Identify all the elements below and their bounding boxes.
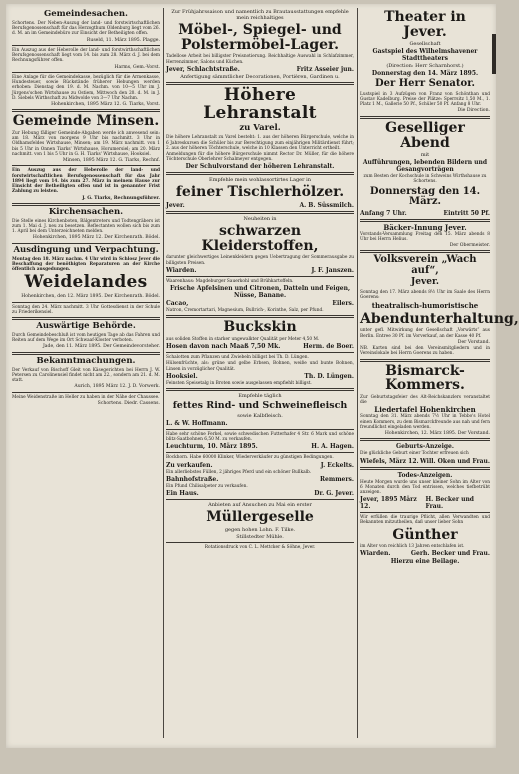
section-heading-minsen: Gemeinde Minsen. xyxy=(12,113,160,130)
divider xyxy=(12,165,160,166)
divider xyxy=(12,317,160,320)
ad-text: Feinsten Speisetalg in Broten sowie ausgelassen empfiehlt billigst. xyxy=(166,380,312,386)
ad-location: Jever, Schlachtstraße. xyxy=(166,65,240,73)
ad-intro: Anbieten auf Ansuchen zu Mai ein erster xyxy=(208,501,312,508)
ad-signature-row xyxy=(166,462,354,469)
ad-heading-geselliger-abend: Geselliger Abend xyxy=(385,119,465,151)
notice-text: Der Verkauf von Bischoff Gleit von Käsegerichten bei Herrn J. W. Petersen zu Carolinensiel findet nicht am 22., sondern am 21. d. M. statt. xyxy=(12,367,160,384)
notice-signature: Hohenkirchen, den 12. März 1895. Der Kirchenrath. Bödel. xyxy=(21,294,160,300)
ad-signature: Der Vorstand. xyxy=(457,339,490,345)
ad-signature-row xyxy=(166,420,354,427)
ad-signature: Der Obermeister. xyxy=(449,243,490,249)
ad-subline: gegen hohen Lohn. F. Tilke. xyxy=(224,526,296,533)
divider xyxy=(12,243,160,244)
notice-signature: Hohenkirchen, 1895 März 12. Der Kirchenrath. Bödel. xyxy=(32,235,160,241)
ad-signature-row xyxy=(166,343,354,350)
ad-text: Sonntag den 17. März abends 8½ Uhr im Saale des Herrn Goerens: xyxy=(360,289,490,301)
ad-intro: Neuheiten in xyxy=(243,216,277,223)
divider xyxy=(12,45,160,46)
ad-text: im Alter von reichlich 13 Jahren entschlafen ist. xyxy=(360,544,465,550)
divider xyxy=(360,438,490,441)
notice-text: Durch Gemeindebeschluß ist vom heutigen Tage ab das Fahren und Reiten auf dem Wege im Ort Schwaaf-Kloster verboten. xyxy=(12,332,160,344)
ad-text: Hülsenfrüchte, als: grüne und gelbe Erbsen, Bohnen, weiße und bunte Bohnen, Linsen in vorzüglicher Qualität. xyxy=(166,361,354,372)
ad-advertiser: H. A. Hagen. xyxy=(311,443,354,451)
ad-heading-moebel: Möbel-, Spiegel- und Polstermöbel-Lager. xyxy=(178,22,342,53)
ad-heading-small: Zu verkaufen. xyxy=(166,461,213,469)
ad-text: Bockhorn. Habe 60000 Klinker, Wiederverkäufer zu günstigen Bedingungen. xyxy=(166,455,334,461)
ad-advertiser: Will. Oken und Frau. xyxy=(420,457,490,465)
ad-advertiser: Th. D. Lüngen. xyxy=(304,372,354,380)
heading-weidelandes: Weidelandes xyxy=(24,272,148,293)
ad-text: Waarenhaus: Magdeburger Sauerkohl und Brühkartoffeln. xyxy=(166,278,294,284)
ad-heading-baecker: Bäcker-Innung Jever. xyxy=(383,222,467,232)
ad-signature-row xyxy=(166,66,354,73)
ad-signature-row xyxy=(166,490,354,497)
divider xyxy=(166,429,354,430)
ad-advertiser: Fritz Asseier jun. xyxy=(296,65,354,73)
ad-product: Cacao, xyxy=(166,300,189,308)
divider xyxy=(166,276,354,277)
ad-start: Anfang 7 Uhr. xyxy=(360,209,407,217)
ad-text: Schalotten zum Pflanzen und Zwiebeln billigst bei Th. D. Lüngen. xyxy=(166,355,309,361)
divider xyxy=(360,467,490,470)
column-rule xyxy=(357,8,358,738)
ad-heading-abendunterhaltung: Abendunterhaltung, xyxy=(360,310,519,327)
divider xyxy=(360,512,490,513)
ad-advertiser: Gerh. Becker und Frau. xyxy=(410,550,490,558)
ad-highlight: Gastspiel des Wilhelmshavener Stadttheaters xyxy=(372,48,478,63)
divider xyxy=(360,250,490,253)
ad-location: Stillstedter Mühle. xyxy=(236,533,284,540)
section-heading-bekanntmachungen: Bekanntmachungen. xyxy=(36,355,136,366)
ad-intro: Empfehle täglich xyxy=(238,392,282,399)
ad-text: Habe sehr schöne Ferkel, sowie schwedischen Futterhafer 4 Str. 6 Mark und schöne blitz-Saatbohnen 6,50 M. zu verkaufen. xyxy=(166,431,354,443)
divider xyxy=(12,352,160,355)
ad-intro: Zur Frühjahrssaison und namentlich zu Brautausstattungen empfehle mein reichhaltiges xyxy=(171,9,349,21)
divider xyxy=(166,499,354,500)
ad-heading-fleisch: fettes Rind- und Schweinefleisch xyxy=(172,399,348,411)
ad-advertiser: Remmers. xyxy=(320,475,354,483)
newspaper-page xyxy=(6,4,519,748)
ad-price: Eintritt 50 Pf. xyxy=(443,209,490,217)
ad-highlight: Frische Apfelsinen und Citronen, Datteln und Feigen, Nüsse, Banane. xyxy=(169,285,351,300)
column-left xyxy=(12,8,160,738)
notice-text: Sonntag den 24. März nachmitt. 3 Uhr Gottesdienst in der Schule zu Friederikensiel. xyxy=(12,304,160,315)
ad-offer: Hosen davon nach Maaß 7,50 Mk. xyxy=(166,343,281,351)
ad-text: Vorstands-Versammlung Freitag den 15. März abends 8 Uhr bei Herrn Helius. xyxy=(360,231,490,242)
ad-beilage-note: Hierzu eine Beilage. xyxy=(390,558,460,566)
printer-imprint: Rotationsdruck von C. L. Mettcker & Söhne, Jever. xyxy=(204,544,316,550)
ad-advertiser: J. Eckelts. xyxy=(320,461,354,469)
ad-signature-row xyxy=(360,458,490,465)
ad-heading-jever: Jever. xyxy=(411,277,439,288)
divider xyxy=(12,203,160,206)
ad-location: Wiefels, März 12. xyxy=(360,457,419,465)
ad-item: Ein Haus. xyxy=(166,489,199,497)
ad-text: darunter gleichwertiges Leinenkleidern gegen Uebertragung der Sommerausgabe zu billigsten Preisen. xyxy=(166,255,354,266)
ad-location: Wiarden. xyxy=(166,266,197,274)
ad-location: Hooksiel. xyxy=(166,372,198,380)
ad-text: NB. Karten sind bei den Vereinsmitgliedern und in Vereinslokale bei Herrn Goerens zu haben. xyxy=(360,346,490,357)
ad-signature-row xyxy=(360,496,490,510)
ad-text: Ein Pfund Chilisalpeter zu verkaufen. xyxy=(166,483,248,489)
ad-advertiser: Eilers. xyxy=(332,300,354,308)
ad-subline: sowie Kalbfleisch. xyxy=(237,412,283,419)
ad-heading-volksverein: Volksverein „Wach auf“, xyxy=(373,254,477,276)
ad-heading-theater: Theater in Jever. xyxy=(384,9,466,40)
ad-text: Zur Geburtstagsfeier des Alt-Reichskanzlers veranstaltet die xyxy=(360,394,490,406)
column-right xyxy=(360,8,519,738)
ad-subline: Anfertigung sämmtlicher Decorationen, Portièren, Gardinen u. xyxy=(180,73,340,80)
ad-signature-row xyxy=(166,202,354,209)
ad-text: Wir erfüllen die traurige Pflicht, allen Verwandten und Bekannten mitzutheilen, daß unser lieber Sohn xyxy=(360,515,490,526)
ad-highlight: Liedertafel Hohenkirchen xyxy=(374,405,476,415)
ad-location: Jever. xyxy=(166,202,185,210)
ad-signature-row xyxy=(166,267,354,274)
notice-text: Meine Weidenstraße im Heller zu haben in der Nähe der Chaussee. xyxy=(12,394,160,400)
ad-signature-row xyxy=(166,373,354,380)
notice-signature: Minsen, 1895 März 12. G. Tiarks, Rechnf. xyxy=(62,158,160,164)
notice-signature: Jade, den 11. März 1895. Der Gemeindevorsteher. xyxy=(42,344,160,350)
ad-advertiser: H. Becker und Frau. xyxy=(425,496,475,511)
notice-text: Ein Auszug aus der Heberolle der land- und forstwirthschaftlichen Berufsgenossenschaft liegt vom 14. bis zum 28. März d. J. bei dem Rechnungsführer offen. xyxy=(12,47,160,64)
ad-heading-muellergeselle: Müllergeselle xyxy=(206,508,314,525)
ad-text: Natron, Cremortartari, Magnesium, Bullrich-, Korinthe, Salz, per Pfund. xyxy=(166,308,324,314)
notice-signature: Harms, Gem.-Vorst. xyxy=(114,64,160,70)
ad-heading-lehranstalt: Höhere Lehranstalt xyxy=(203,84,317,123)
ad-heading-theatralisch: theatralisch-humoristische xyxy=(371,301,479,311)
divider xyxy=(360,116,490,119)
ad-signature: Die Direction. xyxy=(457,108,490,114)
ad-text: Heute Morgen wurde uns unser kleiner Sohn im Alter von 6 Monaten durch den Tod entrissen, welches tiefbetrübt anzeigen. xyxy=(360,479,490,495)
notice-text: Montag den 18. März nachm. 4 Uhr wird in Schlosz Jever die Beschaffung der benöthigten Reparaturen an der Kirche öffentlich ausgedungen. xyxy=(12,256,160,273)
divider xyxy=(12,72,160,73)
ad-text: aus soliden Stoffen in starker ungewalkter Qualität per Meter 4,50 M. xyxy=(166,336,320,342)
section-heading-gemeindesachen: Gemeindesachen. xyxy=(43,9,129,19)
notice-text: Eine Anlage für die Gemeindekasse, bezüglich für die Armenkasse, Hundesteuer, sowie Rückstände früherer Hebungen werden erhoben: Dienstag den 19. d. M. Nachm. von 10—5 Uhr im J. Jürgens'schen Wirtshause zu Ostiem, Mittwoch den 20. d. M. in J. D. Siebels Wirthschaft zu Midwolde von 3—7 Uhr Nachm. xyxy=(12,74,160,101)
ad-advertiser: Dr. G. Jever. xyxy=(314,489,354,497)
ad-heading-kleiderstoffe: schwarzen Kleiderstoffen, xyxy=(201,223,319,254)
ad-highlight: Aufführungen, lebenden Bildern und Gesangvorträgen xyxy=(362,159,488,174)
ad-advertiser: J. F. Janszen. xyxy=(311,266,354,274)
section-heading-auswaertig: Auswärtige Behörde. xyxy=(36,321,136,332)
ad-signature: Der Schulvorstand der höheren Lehranstalt. xyxy=(185,163,335,171)
divider xyxy=(166,315,354,318)
divider xyxy=(166,172,354,175)
notice-signature: Schortens. Diedr. Cassens. xyxy=(97,400,160,406)
ad-heading-tischlerhoelzer: feiner Tischlerhölzer. xyxy=(175,184,345,201)
ad-signature: Hohenkirchen, 12. März 1895. Der Vorstand. xyxy=(384,430,490,436)
ad-text: Lustspiel in 3 Aufzügen von Franz von Schönthan und Gustav Kadelburg. Preise der Plätze: Sperrsitz 1,50 M., 1. Platz 1 M., Gallerie 50 Pf., Schüler 50 Pf. Anfang 8 Uhr. xyxy=(360,91,490,108)
notice-signature: Hohenkirchen, 1895 März 12. G. Tiarks, Vorst. xyxy=(51,101,160,107)
ad-text: Die höhere Lehranstalt zu Varel besteht: 1. aus der höheren Bürgerschule, welche in 6 Jahreskursen die Schüler bis zur Berechtigung zum einjährigen Militärdienst führt; 2. aus der höheren Töchterschule, welche in 10 Klassen den Unterricht ertheilt. xyxy=(166,135,354,151)
divider xyxy=(166,542,354,543)
column-rule xyxy=(163,8,164,738)
divider xyxy=(166,452,354,453)
divider xyxy=(166,388,354,391)
ad-heading-bismarck: Bismarck-Kommers. xyxy=(385,362,465,394)
ad-signature-row xyxy=(166,476,354,483)
notice-text: Schortens. Der Neben-Auszug der land- und forstwirtschaftlichen Berufsgenossenschaft für das Herzogthum Oldenburg liegt vom 26. d. M. an im Gemeindebüro zur Einsicht der Betheiligten offen. xyxy=(12,20,160,37)
notice-text-bold: Ein Auszug aus der Heberolle der land- und forstwirtschaftlichen Berufsgenossenschaft für das Jahr 1894 liegt vom 14. bis zum 27. März in meinem Hause zur Einsicht der Betheiligten offen und ist in genannter Frist Zahlung zu leisten. xyxy=(12,168,160,195)
notice-text: Zur Hebung fälliger Gemeinde-Abgaben werde ich anwesend sein: am 18. März von morgens 9 Uhr bis nachmitt. 3 Uhr in Oldhamsfeldes Wirtshause, Minsen; am 19. März nachmitt. von 1 bis 5 Uhr in Onnen Tiarks' Wirtshause, Horumersiel; am 20. März nachmitt. von 1 bis 5 Uhr in G. H. Tiarks' Wirtshause, Hooksiel. xyxy=(12,131,160,157)
ad-location: Leuchturm, 10. März 1895. xyxy=(166,443,258,451)
notice-signature: Aurich, 1895 März 12. J. D. Vorwerk. xyxy=(74,384,160,390)
ad-advertiser: A. B. Süssmilch. xyxy=(299,202,354,210)
divider xyxy=(166,352,354,353)
divider xyxy=(12,392,160,393)
ad-location: Jever, 1895 März 12. xyxy=(360,496,417,511)
divider xyxy=(360,219,490,222)
notice-text: Die Stelle eines Kirchenboten, Bälgentreters und Todtengräbers ist zum 1. Mai d. J. neu zu besetzen. Reflectanten wollen sich bis zum 1. April bei dem Unterzeichneten melden. xyxy=(12,218,160,235)
ad-heading-geburt: Geburts-Anzeige. xyxy=(396,443,454,451)
divider xyxy=(12,302,160,303)
ad-text: Anmeldungen für die höhere Bürgerschule nimmt Rector Dr. Müller, für die höhere Töchterschule Oberlehrer Schalmeyer entgegen. xyxy=(166,152,354,163)
ad-advertiser: Herm. de Boer. xyxy=(303,343,354,351)
ad-text: Ein allerliebstes Füllen, 2 jähriges Pferd und ein schöner Bullkalb. xyxy=(166,469,312,475)
ad-location: Wiarden. xyxy=(360,550,391,558)
notice-signature: Ruseld, 11. März 1895. Plagge. xyxy=(86,37,160,43)
ad-signature-row xyxy=(360,550,490,557)
ad-text: unter gefl. Mitwirkung der Gesellschaft „Vorwärts“ aus Berlin. Entree 30 Pf. im Vorverkauf, an der Kasse 40 Pf. xyxy=(360,328,490,339)
ad-location: Bahnhofstraße. xyxy=(166,475,219,483)
ad-signature-row xyxy=(166,443,354,450)
ad-subline: (Direction: Herr Scharnhorst.) xyxy=(386,63,464,70)
ad-heading-guenther: Günther xyxy=(392,526,458,543)
page-edge-mark xyxy=(492,34,496,74)
ad-subline: Gesellschaft xyxy=(409,41,441,48)
ad-heading-date: Donnerstag den 14. März. xyxy=(369,185,481,208)
notice-signature: J. G. Tiarks, Rechnungsführer. xyxy=(82,195,160,201)
ad-advertiser: L. & W. Hoffmann. xyxy=(166,419,228,427)
ad-intro: Empfehle mein wohlassortirtes Lager in xyxy=(209,177,311,184)
ad-text: zum Besten der Kochschule in Schweins Wirthshause zu Schortens. xyxy=(363,174,487,185)
divider xyxy=(12,109,160,112)
divider xyxy=(360,359,490,362)
divider xyxy=(166,211,354,214)
ad-heading-varel: zu Varel. xyxy=(239,123,281,134)
ad-signature-row xyxy=(360,210,490,217)
ad-text: Sonntag den 31. März abends 7½ Uhr in Tebbo's Hotel einen Kommers, zu dem Bismarckfreunde aus nah und fern freundlichst eingeladen werden. xyxy=(360,414,490,430)
ad-text: Die glückliche Geburt einer Tochter erfreuen sich xyxy=(360,451,469,457)
ad-heading-buckskin: Buckskin xyxy=(223,319,297,336)
ad-date: Donnerstag den 14. März 1895. xyxy=(371,70,479,78)
ad-heading-senator: Der Herr Senator. xyxy=(374,78,476,90)
ad-text: Tadellose Arbeit bei billigster Preisnotierung. Reichhaltige Auswahl in Schlafzimmer, Herrenzimmer, Salons und Küchen. xyxy=(166,54,354,65)
ad-signature-row xyxy=(166,300,354,307)
section-heading-ausdingung: Ausdingung und Verpachtung. xyxy=(13,244,159,255)
column-middle xyxy=(166,8,354,738)
ad-subline: mit xyxy=(420,152,430,159)
ad-heading-todes: Todes-Anzeigen. xyxy=(397,471,453,479)
section-heading-kirchensachen: Kirchensachen. xyxy=(48,206,124,217)
